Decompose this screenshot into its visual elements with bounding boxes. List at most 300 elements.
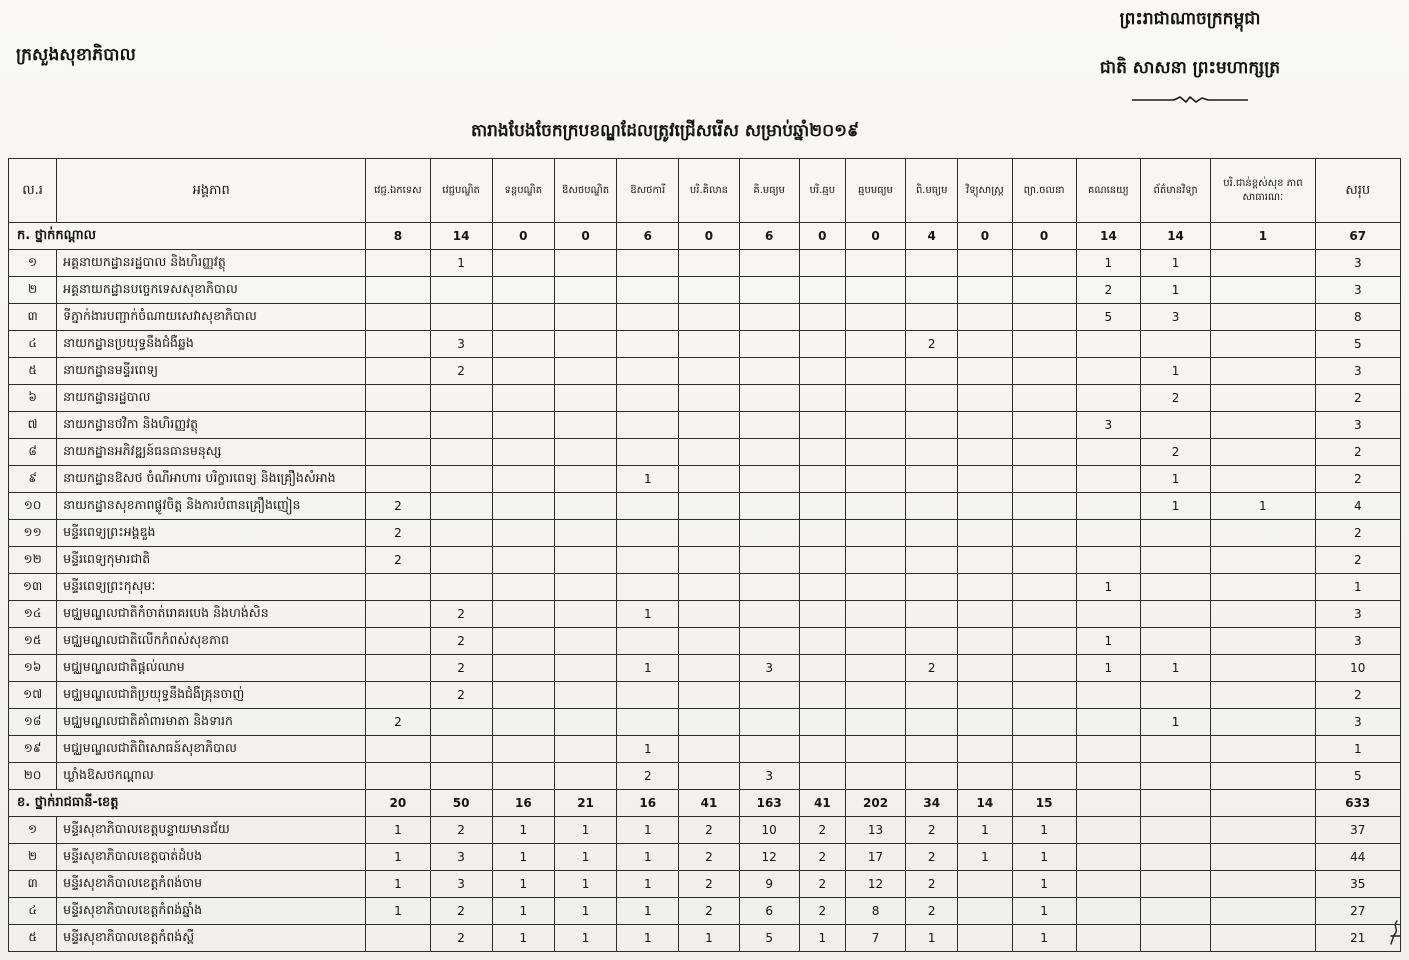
value-cell-4 bbox=[617, 493, 679, 520]
value-cell-10 bbox=[958, 871, 1012, 898]
table-row bbox=[9, 844, 1401, 871]
value-cell-10 bbox=[958, 709, 1012, 736]
table-row bbox=[9, 250, 1401, 277]
value-cell-8 bbox=[845, 439, 905, 466]
value-cell-4: 1 bbox=[617, 898, 679, 925]
value-cell-12 bbox=[1076, 682, 1140, 709]
value-cell-1 bbox=[430, 736, 492, 763]
value-cell-6 bbox=[739, 493, 799, 520]
sum-cell: 3 bbox=[1315, 277, 1400, 304]
value-cell-2 bbox=[492, 520, 554, 547]
table-body bbox=[9, 223, 1401, 952]
row-number: ៥ bbox=[9, 358, 57, 385]
value-cell-0 bbox=[366, 412, 430, 439]
value-cell-0: 1 bbox=[366, 898, 430, 925]
row-number: ១៣ bbox=[9, 574, 57, 601]
sum-cell: 3 bbox=[1315, 628, 1400, 655]
value-cell-7 bbox=[799, 601, 845, 628]
value-cell-0 bbox=[366, 655, 430, 682]
sum-cell: 35 bbox=[1315, 871, 1400, 898]
value-cell-4: 1 bbox=[617, 655, 679, 682]
value-cell-12: 1 bbox=[1076, 628, 1140, 655]
value-cell-14 bbox=[1211, 547, 1315, 574]
table-row bbox=[9, 763, 1401, 790]
value-cell-12 bbox=[1076, 844, 1140, 871]
value-cell-12: 1 bbox=[1076, 574, 1140, 601]
section-total-cell-2: 16 bbox=[492, 790, 554, 817]
section-total-cell-1: 50 bbox=[430, 790, 492, 817]
value-cell-2 bbox=[492, 709, 554, 736]
value-cell-3: 1 bbox=[554, 871, 616, 898]
value-cell-5: 2 bbox=[679, 844, 739, 871]
value-cell-0 bbox=[366, 250, 430, 277]
value-cell-0 bbox=[366, 439, 430, 466]
value-cell-7 bbox=[799, 655, 845, 682]
value-cell-11 bbox=[1012, 709, 1076, 736]
value-cell-11 bbox=[1012, 547, 1076, 574]
value-cell-14 bbox=[1211, 682, 1315, 709]
value-cell-0 bbox=[366, 601, 430, 628]
value-cell-3 bbox=[554, 601, 616, 628]
value-cell-2 bbox=[492, 682, 554, 709]
value-cell-14 bbox=[1211, 358, 1315, 385]
value-cell-8 bbox=[845, 574, 905, 601]
sum-cell: 27 bbox=[1315, 898, 1400, 925]
value-cell-11: 1 bbox=[1012, 871, 1076, 898]
value-cell-14 bbox=[1211, 520, 1315, 547]
value-cell-6 bbox=[739, 250, 799, 277]
value-cell-14 bbox=[1211, 331, 1315, 358]
value-cell-5: 2 bbox=[679, 871, 739, 898]
value-cell-0 bbox=[366, 925, 430, 952]
value-cell-8 bbox=[845, 736, 905, 763]
section-total-cell-6: 6 bbox=[739, 223, 799, 250]
value-cell-9 bbox=[906, 358, 958, 385]
value-cell-3 bbox=[554, 763, 616, 790]
value-cell-3 bbox=[554, 331, 616, 358]
value-cell-11 bbox=[1012, 682, 1076, 709]
value-cell-6: 3 bbox=[739, 655, 799, 682]
col-header-6: ឱសថការី bbox=[617, 159, 679, 223]
value-cell-3 bbox=[554, 385, 616, 412]
section-total-cell-9: 34 bbox=[906, 790, 958, 817]
value-cell-10 bbox=[958, 925, 1012, 952]
section-row-0 bbox=[9, 223, 1401, 250]
value-cell-12 bbox=[1076, 358, 1140, 385]
value-cell-0 bbox=[366, 736, 430, 763]
row-number: ៩ bbox=[9, 466, 57, 493]
value-cell-1 bbox=[430, 520, 492, 547]
value-cell-4 bbox=[617, 709, 679, 736]
value-cell-7 bbox=[799, 709, 845, 736]
value-cell-3 bbox=[554, 466, 616, 493]
value-cell-13 bbox=[1140, 844, 1210, 871]
value-cell-11 bbox=[1012, 250, 1076, 277]
row-number: ៤ bbox=[9, 898, 57, 925]
value-cell-9: 2 bbox=[906, 844, 958, 871]
value-cell-5 bbox=[679, 385, 739, 412]
sum-cell: 8 bbox=[1315, 304, 1400, 331]
value-cell-3 bbox=[554, 412, 616, 439]
value-cell-7 bbox=[799, 736, 845, 763]
value-cell-4: 1 bbox=[617, 466, 679, 493]
value-cell-13: 1 bbox=[1140, 250, 1210, 277]
value-cell-10: 1 bbox=[958, 844, 1012, 871]
value-cell-9 bbox=[906, 520, 958, 547]
value-cell-2 bbox=[492, 763, 554, 790]
org-name: មន្ទីរពេទ្យព្រះអង្គឌួង bbox=[57, 520, 366, 547]
sum-cell: 2 bbox=[1315, 682, 1400, 709]
value-cell-1: 2 bbox=[430, 817, 492, 844]
value-cell-9 bbox=[906, 709, 958, 736]
value-cell-5 bbox=[679, 250, 739, 277]
table-row bbox=[9, 277, 1401, 304]
value-cell-14 bbox=[1211, 709, 1315, 736]
value-cell-14 bbox=[1211, 304, 1315, 331]
value-cell-11 bbox=[1012, 439, 1076, 466]
value-cell-12 bbox=[1076, 898, 1140, 925]
value-cell-12: 5 bbox=[1076, 304, 1140, 331]
sum-cell: 2 bbox=[1315, 520, 1400, 547]
sum-cell: 3 bbox=[1315, 358, 1400, 385]
value-cell-10 bbox=[958, 898, 1012, 925]
value-cell-1: 3 bbox=[430, 844, 492, 871]
value-cell-3: 1 bbox=[554, 925, 616, 952]
value-cell-3 bbox=[554, 277, 616, 304]
row-number: ៣ bbox=[9, 871, 57, 898]
org-name: មជ្ឈមណ្ឌលជាតិកំចាត់រោគរបេង និងហង់សិន bbox=[57, 601, 366, 628]
value-cell-3 bbox=[554, 628, 616, 655]
value-cell-7 bbox=[799, 358, 845, 385]
value-cell-2 bbox=[492, 250, 554, 277]
org-name: មន្ទីរពេទ្យព្រះកុសុមៈ bbox=[57, 574, 366, 601]
value-cell-8 bbox=[845, 628, 905, 655]
value-cell-10 bbox=[958, 358, 1012, 385]
value-cell-12 bbox=[1076, 547, 1140, 574]
value-cell-7 bbox=[799, 385, 845, 412]
value-cell-12 bbox=[1076, 709, 1140, 736]
value-cell-6 bbox=[739, 439, 799, 466]
value-cell-1 bbox=[430, 493, 492, 520]
value-cell-2: 1 bbox=[492, 898, 554, 925]
value-cell-11 bbox=[1012, 412, 1076, 439]
value-cell-4: 1 bbox=[617, 925, 679, 952]
value-cell-9: 2 bbox=[906, 871, 958, 898]
value-cell-10 bbox=[958, 466, 1012, 493]
org-name: នាយកដ្ឋានឱសថ ចំណីអាហារ បរិក្ខារពេទ្យ និងគ្រឿងសំអាង bbox=[57, 466, 366, 493]
value-cell-13: 1 bbox=[1140, 466, 1210, 493]
value-cell-13: 1 bbox=[1140, 655, 1210, 682]
value-cell-9 bbox=[906, 250, 958, 277]
section-total-cell-8: 0 bbox=[845, 223, 905, 250]
value-cell-4 bbox=[617, 331, 679, 358]
section-total-cell-7: 0 bbox=[799, 223, 845, 250]
sum-cell: 21 bbox=[1315, 925, 1400, 952]
value-cell-2 bbox=[492, 466, 554, 493]
value-cell-0: 1 bbox=[366, 871, 430, 898]
value-cell-7: 1 bbox=[799, 925, 845, 952]
pen-mark-icon bbox=[1387, 920, 1403, 946]
value-cell-4: 1 bbox=[617, 871, 679, 898]
value-cell-10 bbox=[958, 601, 1012, 628]
value-cell-2: 1 bbox=[492, 817, 554, 844]
value-cell-7 bbox=[799, 466, 845, 493]
value-cell-7 bbox=[799, 493, 845, 520]
value-cell-2 bbox=[492, 358, 554, 385]
org-name: អគ្គនាយកដ្ឋានរដ្ឋបាល និងហិរញ្ញវត្ថុ bbox=[57, 250, 366, 277]
table-row bbox=[9, 520, 1401, 547]
sum-cell: 10 bbox=[1315, 655, 1400, 682]
value-cell-13 bbox=[1140, 547, 1210, 574]
section-total-cell-11: 15 bbox=[1012, 790, 1076, 817]
value-cell-12: 1 bbox=[1076, 655, 1140, 682]
section-sum-cell: 633 bbox=[1315, 790, 1400, 817]
value-cell-12 bbox=[1076, 439, 1140, 466]
value-cell-0 bbox=[366, 277, 430, 304]
section-total-cell-0: 20 bbox=[366, 790, 430, 817]
table-row bbox=[9, 655, 1401, 682]
row-number: ១៩ bbox=[9, 736, 57, 763]
value-cell-11 bbox=[1012, 520, 1076, 547]
value-cell-3 bbox=[554, 250, 616, 277]
value-cell-8 bbox=[845, 331, 905, 358]
value-cell-2 bbox=[492, 736, 554, 763]
row-number: ១៤ bbox=[9, 601, 57, 628]
value-cell-7 bbox=[799, 331, 845, 358]
value-cell-0 bbox=[366, 304, 430, 331]
row-number: ៥ bbox=[9, 925, 57, 952]
value-cell-3: 1 bbox=[554, 817, 616, 844]
table-row bbox=[9, 439, 1401, 466]
value-cell-5 bbox=[679, 304, 739, 331]
section-total-cell-2: 0 bbox=[492, 223, 554, 250]
section-total-cell-12: 14 bbox=[1076, 223, 1140, 250]
section-total-cell-5: 0 bbox=[679, 223, 739, 250]
value-cell-8: 7 bbox=[845, 925, 905, 952]
value-cell-1: 2 bbox=[430, 628, 492, 655]
value-cell-12 bbox=[1076, 871, 1140, 898]
sum-cell: 3 bbox=[1315, 709, 1400, 736]
value-cell-1 bbox=[430, 385, 492, 412]
value-cell-14 bbox=[1211, 628, 1315, 655]
value-cell-6 bbox=[739, 412, 799, 439]
value-cell-7 bbox=[799, 682, 845, 709]
value-cell-0 bbox=[366, 385, 430, 412]
org-name: នាយកដ្ឋានរដ្ឋបាល bbox=[57, 385, 366, 412]
value-cell-14 bbox=[1211, 844, 1315, 871]
value-cell-0: 2 bbox=[366, 547, 430, 574]
value-cell-1 bbox=[430, 763, 492, 790]
value-cell-10 bbox=[958, 682, 1012, 709]
value-cell-14 bbox=[1211, 277, 1315, 304]
value-cell-5 bbox=[679, 655, 739, 682]
value-cell-4: 1 bbox=[617, 844, 679, 871]
value-cell-12 bbox=[1076, 493, 1140, 520]
sum-cell: 1 bbox=[1315, 574, 1400, 601]
section-total-cell-5: 41 bbox=[679, 790, 739, 817]
value-cell-14 bbox=[1211, 439, 1315, 466]
value-cell-14 bbox=[1211, 871, 1315, 898]
org-name: មជ្ឈមណ្ឌលជាតិគាំពារមាតា និងទារក bbox=[57, 709, 366, 736]
value-cell-4 bbox=[617, 439, 679, 466]
col-header-4: ទន្តបណ្ឌិត bbox=[492, 159, 554, 223]
value-cell-2: 1 bbox=[492, 871, 554, 898]
table-row bbox=[9, 331, 1401, 358]
value-cell-10 bbox=[958, 304, 1012, 331]
table-row bbox=[9, 871, 1401, 898]
table-row bbox=[9, 925, 1401, 952]
value-cell-8 bbox=[845, 763, 905, 790]
row-number: ១៦ bbox=[9, 655, 57, 682]
col-header-9: បរិ.ឆ្មប bbox=[799, 159, 845, 223]
section-total-cell-14 bbox=[1211, 790, 1315, 817]
value-cell-3: 1 bbox=[554, 844, 616, 871]
value-cell-10 bbox=[958, 547, 1012, 574]
sum-cell: 2 bbox=[1315, 385, 1400, 412]
section-total-cell-6: 163 bbox=[739, 790, 799, 817]
value-cell-13: 1 bbox=[1140, 277, 1210, 304]
table-row bbox=[9, 493, 1401, 520]
value-cell-4 bbox=[617, 385, 679, 412]
divider-flourish-icon bbox=[1130, 94, 1250, 106]
value-cell-1 bbox=[430, 547, 492, 574]
section-total-cell-14: 1 bbox=[1211, 223, 1315, 250]
value-cell-8 bbox=[845, 466, 905, 493]
value-cell-12 bbox=[1076, 385, 1140, 412]
value-cell-11 bbox=[1012, 763, 1076, 790]
row-number: ២ bbox=[9, 844, 57, 871]
value-cell-9: 2 bbox=[906, 898, 958, 925]
value-cell-14 bbox=[1211, 412, 1315, 439]
org-name: មជ្ឈមណ្ឌលជាតិផ្តល់ឈាម bbox=[57, 655, 366, 682]
value-cell-7 bbox=[799, 628, 845, 655]
value-cell-1: 2 bbox=[430, 358, 492, 385]
section-total-cell-12 bbox=[1076, 790, 1140, 817]
value-cell-12 bbox=[1076, 520, 1140, 547]
value-cell-4 bbox=[617, 277, 679, 304]
row-number: ៦ bbox=[9, 385, 57, 412]
value-cell-3 bbox=[554, 304, 616, 331]
row-number: ១៥ bbox=[9, 628, 57, 655]
value-cell-11 bbox=[1012, 304, 1076, 331]
col-header-7: បរិ.គិលាន bbox=[679, 159, 739, 223]
value-cell-5 bbox=[679, 628, 739, 655]
value-cell-6: 3 bbox=[739, 763, 799, 790]
value-cell-5: 1 bbox=[679, 925, 739, 952]
value-cell-2 bbox=[492, 304, 554, 331]
sum-cell: 5 bbox=[1315, 763, 1400, 790]
value-cell-11 bbox=[1012, 628, 1076, 655]
value-cell-13 bbox=[1140, 520, 1210, 547]
value-cell-9 bbox=[906, 385, 958, 412]
col-header-8: គិ.មធ្យម bbox=[739, 159, 799, 223]
value-cell-4 bbox=[617, 304, 679, 331]
value-cell-6 bbox=[739, 547, 799, 574]
value-cell-0 bbox=[366, 628, 430, 655]
value-cell-9: 2 bbox=[906, 655, 958, 682]
value-cell-4: 1 bbox=[617, 601, 679, 628]
row-number: ៨ bbox=[9, 439, 57, 466]
row-number: ១១ bbox=[9, 520, 57, 547]
value-cell-9 bbox=[906, 277, 958, 304]
value-cell-12 bbox=[1076, 466, 1140, 493]
section-total-cell-0: 8 bbox=[366, 223, 430, 250]
value-cell-6: 9 bbox=[739, 871, 799, 898]
value-cell-14 bbox=[1211, 574, 1315, 601]
value-cell-11 bbox=[1012, 574, 1076, 601]
value-cell-5 bbox=[679, 277, 739, 304]
value-cell-8 bbox=[845, 520, 905, 547]
col-header-16: បរិ.ជាន់ខ្ពស់សុខ ភាពសាធារណៈ bbox=[1211, 159, 1315, 223]
value-cell-7 bbox=[799, 520, 845, 547]
value-cell-3 bbox=[554, 655, 616, 682]
col-header-13: ព្យា.ចលនា bbox=[1012, 159, 1076, 223]
sum-cell: 1 bbox=[1315, 736, 1400, 763]
org-name: មជ្ឈមណ្ឌលជាតិពិសោធន៍សុខាភិបាល bbox=[57, 736, 366, 763]
value-cell-8 bbox=[845, 250, 905, 277]
value-cell-13 bbox=[1140, 925, 1210, 952]
value-cell-10 bbox=[958, 412, 1012, 439]
value-cell-1: 2 bbox=[430, 601, 492, 628]
value-cell-2 bbox=[492, 655, 554, 682]
value-cell-3 bbox=[554, 547, 616, 574]
value-cell-7 bbox=[799, 277, 845, 304]
section-total-cell-4: 16 bbox=[617, 790, 679, 817]
value-cell-4 bbox=[617, 358, 679, 385]
value-cell-1 bbox=[430, 439, 492, 466]
value-cell-6 bbox=[739, 520, 799, 547]
value-cell-5 bbox=[679, 493, 739, 520]
table-row bbox=[9, 304, 1401, 331]
value-cell-5 bbox=[679, 574, 739, 601]
value-cell-8 bbox=[845, 412, 905, 439]
row-number: ១២ bbox=[9, 547, 57, 574]
table-row bbox=[9, 412, 1401, 439]
value-cell-5: 2 bbox=[679, 817, 739, 844]
value-cell-1: 2 bbox=[430, 655, 492, 682]
value-cell-8: 17 bbox=[845, 844, 905, 871]
value-cell-0: 2 bbox=[366, 709, 430, 736]
value-cell-3: 1 bbox=[554, 898, 616, 925]
value-cell-6 bbox=[739, 682, 799, 709]
value-cell-13 bbox=[1140, 817, 1210, 844]
section-label: ខ. ថ្នាក់រាជធានី-ខេត្ត bbox=[9, 790, 366, 817]
value-cell-12 bbox=[1076, 736, 1140, 763]
table-row bbox=[9, 898, 1401, 925]
value-cell-9: 2 bbox=[906, 817, 958, 844]
value-cell-10: 1 bbox=[958, 817, 1012, 844]
value-cell-10 bbox=[958, 763, 1012, 790]
value-cell-3 bbox=[554, 358, 616, 385]
value-cell-5 bbox=[679, 520, 739, 547]
value-cell-7 bbox=[799, 250, 845, 277]
value-cell-4 bbox=[617, 520, 679, 547]
value-cell-5 bbox=[679, 412, 739, 439]
value-cell-6: 10 bbox=[739, 817, 799, 844]
org-name: នាយកដ្ឋានប្រយុទ្ធនឹងជំងឺឆ្លង bbox=[57, 331, 366, 358]
value-cell-1: 3 bbox=[430, 871, 492, 898]
section-total-cell-4: 6 bbox=[617, 223, 679, 250]
value-cell-8 bbox=[845, 709, 905, 736]
value-cell-2 bbox=[492, 493, 554, 520]
value-cell-7: 2 bbox=[799, 817, 845, 844]
value-cell-11 bbox=[1012, 601, 1076, 628]
table-row bbox=[9, 547, 1401, 574]
value-cell-12 bbox=[1076, 925, 1140, 952]
value-cell-12: 3 bbox=[1076, 412, 1140, 439]
org-name: មជ្ឈមណ្ឌលជាតិលើកកំពស់សុខភាព bbox=[57, 628, 366, 655]
value-cell-13: 3 bbox=[1140, 304, 1210, 331]
